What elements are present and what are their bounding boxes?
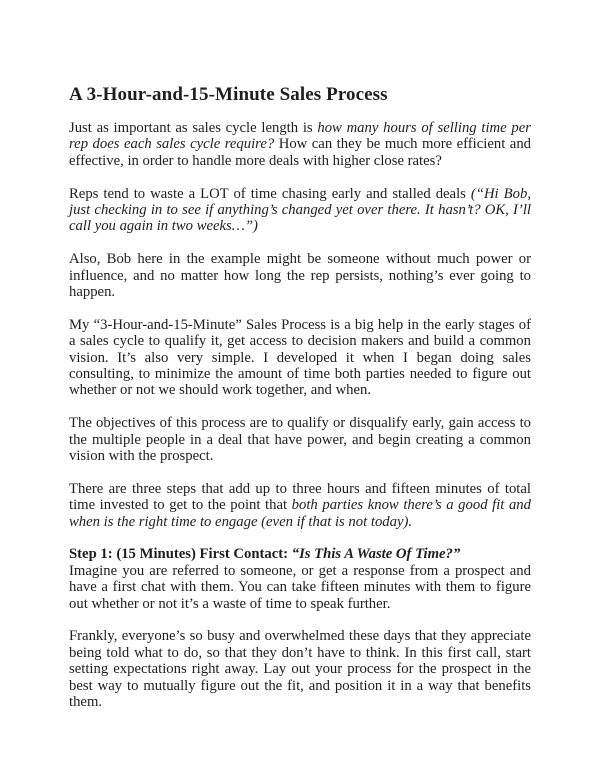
paragraph-intro-selling-time (69, 120, 531, 169)
text-run: Also, Bob here in the example might be someone without much power or influence, and no matter how long the rep persists, nothing’s ever going to happen. (69, 251, 531, 301)
text-run: The objectives of this process are to qualify or disqualify early, gain access to the multiple people in a deal that have power, and begin creating a common vision with the prospect. (69, 415, 531, 465)
paragraph-step-1-body (69, 563, 531, 612)
text-run: Just as important as sales cycle length is (69, 120, 318, 136)
text-run: Imagine you are referred to someone, or get a response from a prospect and have a first chat with them. You can take fifteen minutes with them to figure out whether or not it’s a waste of time to speak further. (69, 562, 531, 612)
text-run: how many hours of selling time per rep does each sales cycle require? (69, 120, 531, 153)
text-run: (“Hi Bob, just checking in to see if anything’s changed yet over there. It hasn’t? OK, I’ll call you again in two weeks…”) (69, 185, 531, 235)
paragraph-objectives (69, 415, 531, 464)
text-run: both parties know there’s a good fit and when is the right time to engage (even if that is not today). (69, 497, 531, 530)
text-run: “Is This A Waste Of Time?” (291, 546, 461, 563)
paragraph-three-steps (69, 481, 531, 530)
page-title: A 3-Hour-and-15-Minute Sales Process (69, 84, 388, 105)
text-run: Reps tend to waste a LOT of time chasing early and stalled deals (69, 185, 471, 202)
paragraph-process-description (69, 317, 531, 399)
text-run: How can they be much more efficient and effective, in order to handle more deals with higher close rates? (69, 136, 532, 169)
paragraph-reps-waste-time (69, 186, 531, 235)
text-run: Frankly, everyone’s so busy and overwhelmed these days that they appreciate being told what to do, so that they don’t have to think. In this first call, start setting expectations right away. Lay out your process for the prospect in the best way to mutually figure out the fit, and position it in a way that benefits them. (69, 628, 531, 711)
step-1-heading (69, 546, 531, 562)
paragraph-bob-no-power (69, 251, 531, 300)
paragraph-frankly-busy (69, 628, 531, 710)
text-run: My “3-Hour-and-15-Minute” Sales Process is a big help in the early stages of a sales cycle to qualify it, get access to decision makers and build a common vision. It’s also very simple. I developed it when I began doing sales consulting, to minimize the amount of time both parties needed to figure out whether or not we should work together, and when. (69, 316, 531, 399)
text-run: There are three steps that add up to three hours and fifteen minutes of total time invested to get to the point that (69, 480, 531, 514)
text-run: Step 1: (15 Minutes) First Contact: (69, 546, 292, 563)
